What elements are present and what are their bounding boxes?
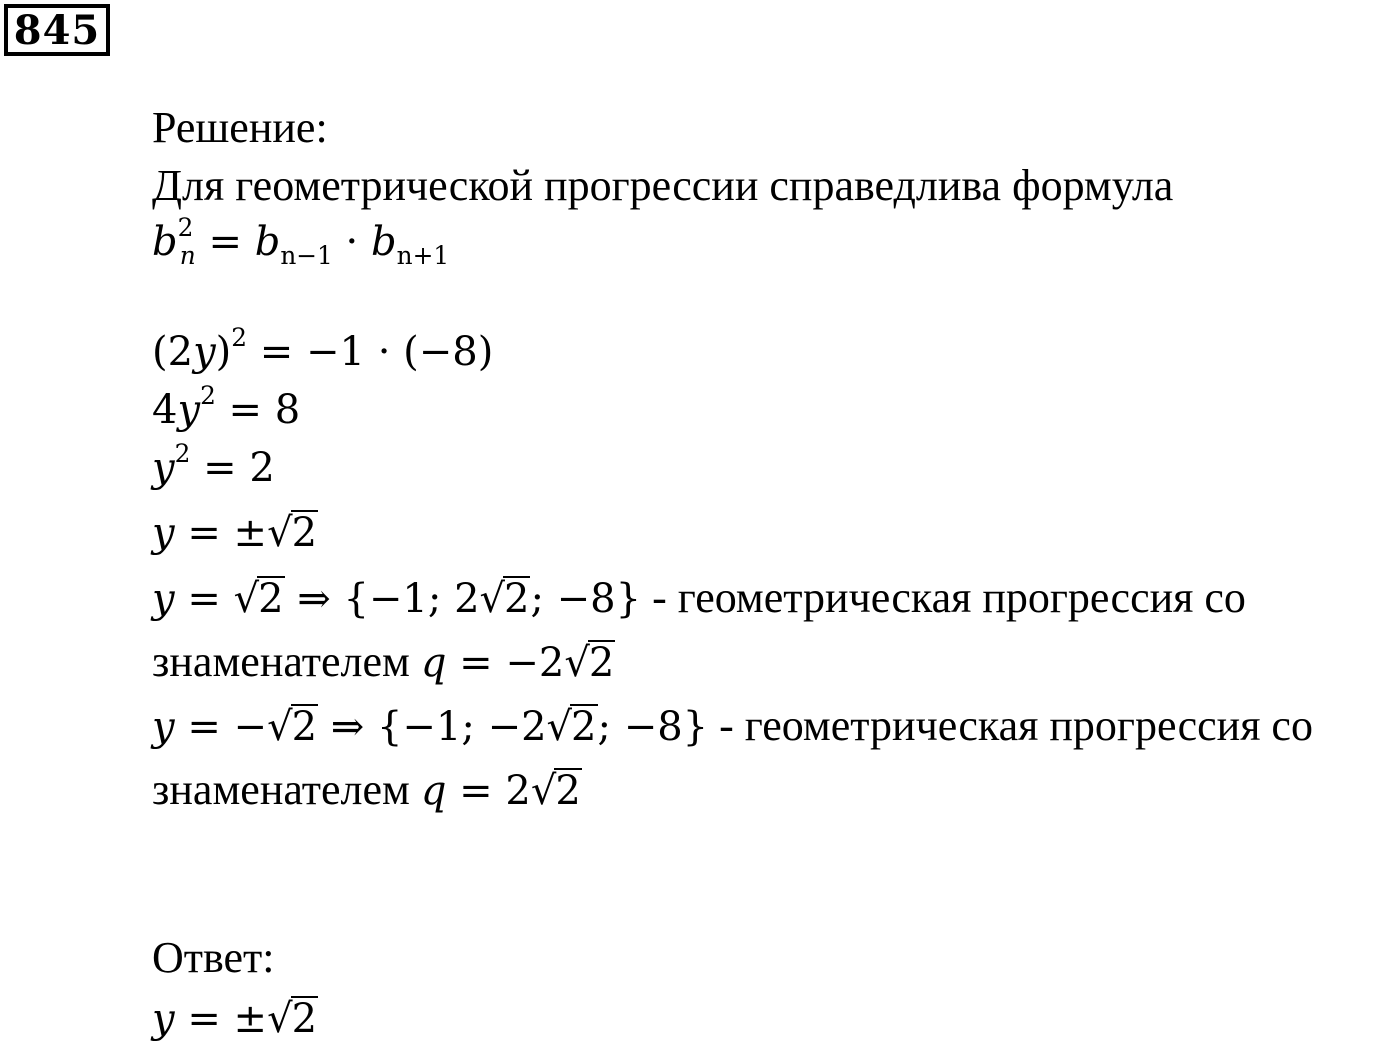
sqrt-symbol: √2 [479, 576, 530, 622]
formula-b1: b [254, 219, 281, 265]
step4-var: y [152, 510, 175, 556]
case1-rest: ; −8} [530, 576, 642, 622]
sqrt-symbol: √2 [267, 996, 318, 1042]
answer [152, 996, 318, 1040]
step4-eq: = ± [174, 510, 268, 556]
case1-q-radicand: 2 [588, 640, 615, 686]
step-3 [152, 439, 275, 491]
step1-var: y [193, 329, 216, 375]
answer-eq: = ± [174, 996, 268, 1042]
case-1-line [152, 573, 1246, 622]
step3-rhs: = 2 [190, 445, 275, 491]
step2-sup: 2 [200, 381, 216, 411]
case2-q: q [420, 768, 447, 814]
step4-radicand: 2 [291, 510, 318, 556]
formula-lhs-sup: 2 [177, 213, 194, 243]
case2-q-radicand: 2 [555, 768, 581, 814]
step3-sup: 2 [174, 439, 191, 469]
case2-rest: ; −8} [597, 704, 709, 750]
formula-b2: b [371, 219, 397, 265]
sqrt-symbol: √2 [233, 576, 284, 622]
step-4 [152, 510, 318, 554]
case1-text: - геометрическая прогрессия со [641, 573, 1246, 622]
case2-radicand2: 2 [571, 704, 597, 750]
formula-b2-sub: n+1 [396, 240, 450, 270]
formula-dot: · [332, 219, 371, 265]
sqrt-symbol: √2 [530, 768, 581, 814]
formula-b1-sub: n−1 [280, 240, 333, 270]
step2-coef: 4 [152, 387, 178, 433]
answer-var: y [152, 996, 175, 1042]
solution-heading: Решение: [152, 103, 328, 152]
case1-q-eq: = −2 [446, 640, 565, 686]
formula-eq: = [195, 219, 255, 265]
step1-rhs: = −1 · (−8) [247, 329, 494, 375]
step-1 [152, 323, 494, 375]
step3-var: y [152, 445, 175, 491]
step1-sup: 2 [231, 323, 248, 353]
sqrt-symbol: √2 [267, 704, 318, 750]
case2-implies: ⇒ {−1; −2 [318, 704, 547, 750]
case1-implies: ⇒ {−1; 2 [284, 576, 480, 622]
case2-eq: = − [174, 704, 268, 750]
case1-radicand: 2 [258, 576, 284, 622]
case1-eq: = [174, 576, 234, 622]
step2-rhs: = 8 [215, 387, 301, 433]
case1-text2: знаменателем [152, 637, 421, 686]
case2-text2: знаменателем [152, 765, 421, 814]
case2-q-eq: = 2 [446, 768, 531, 814]
answer-radicand: 2 [291, 996, 318, 1042]
case-2-line [152, 701, 1313, 750]
case-1-ratio [152, 637, 615, 686]
sqrt-symbol: √2 [546, 704, 597, 750]
case2-var: y [152, 704, 175, 750]
case1-q: q [420, 640, 447, 686]
step2-var: y [177, 387, 201, 433]
sqrt-symbol: √2 [564, 640, 615, 686]
step1-open: (2 [152, 329, 194, 375]
case2-text: - геометрическая прогрессия со [708, 701, 1313, 750]
sqrt-symbol: √2 [267, 510, 318, 556]
case1-var: y [152, 576, 175, 622]
general-formula [152, 213, 450, 270]
step-2 [152, 381, 301, 433]
problem-number: 845 [4, 4, 110, 56]
case-2-ratio [152, 765, 582, 814]
step1-close: ) [215, 329, 232, 375]
answer-heading: Ответ: [152, 933, 275, 982]
case1-radicand2: 2 [504, 576, 530, 622]
formula-lhs-sub: n [179, 240, 196, 270]
case2-radicand: 2 [291, 704, 318, 750]
intro-text: Для геометрической прогрессии справедлива формула [152, 161, 1174, 210]
formula-lhs: b [152, 219, 178, 265]
